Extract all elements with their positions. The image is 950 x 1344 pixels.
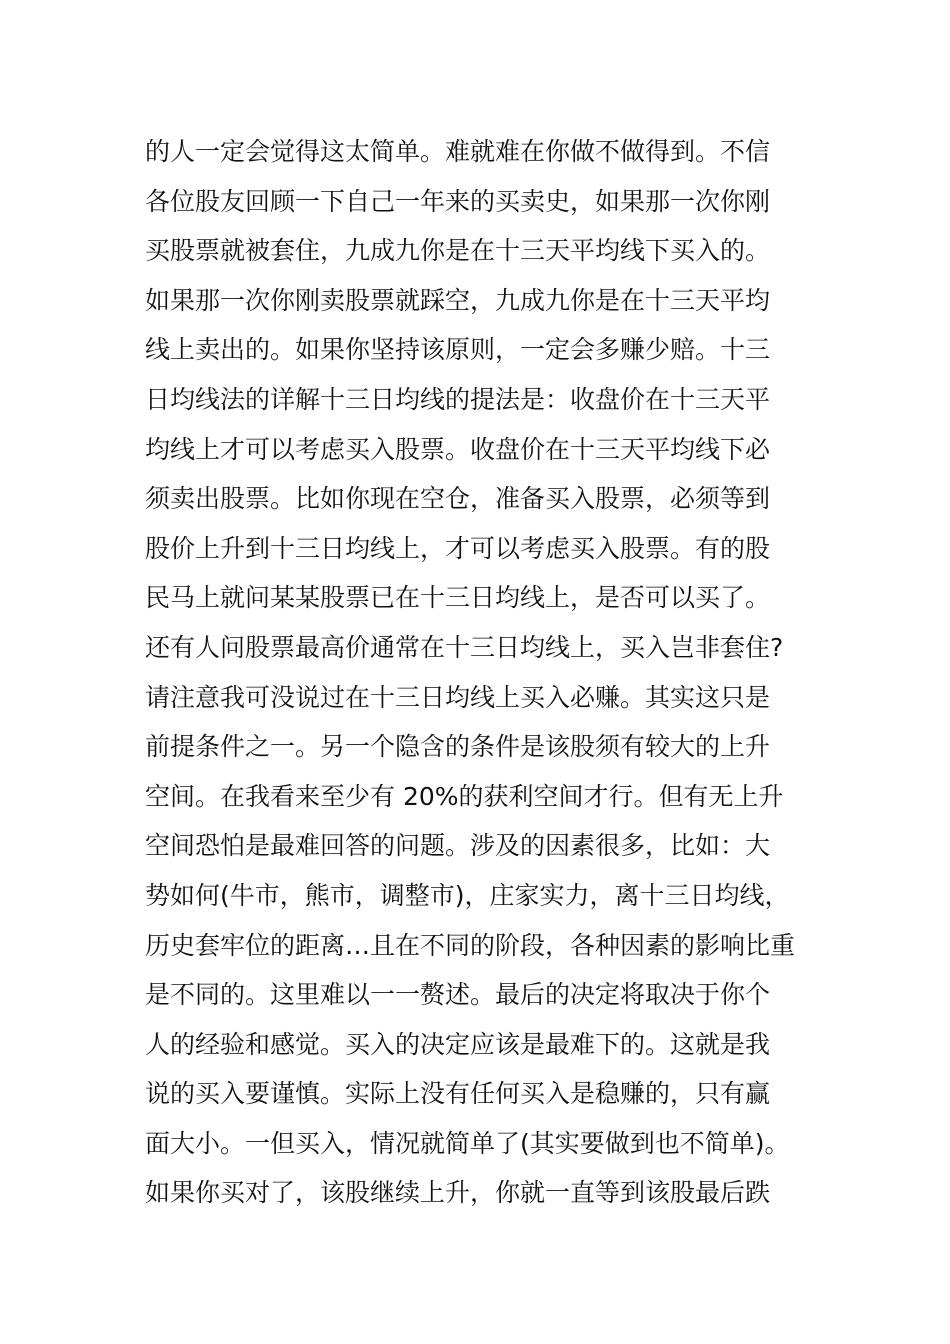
text-line: 买股票就被套住，九成九你是在十三天平均线下买入的。	[145, 236, 771, 266]
text-line: 历史套牢位的距离…且在不同的阶段，各种因素的影响比重	[145, 930, 796, 960]
text-line: 空间。在我看来至少有 20%的获利空间才行。但有无上升	[145, 781, 784, 811]
text-line: 股价上升到十三日均线上，才可以考虑买入股票。有的股	[145, 533, 771, 563]
text-line: 民马上就问某某股票已在十三日均线上，是否可以买了。	[145, 583, 771, 613]
text-line: 如果那一次你刚卖股票就踩空，九成九你是在十三天平均	[145, 285, 771, 315]
text-line: 请注意我可没说过在十三日均线上买入必赚。其实这只是	[145, 682, 771, 712]
text-line: 须卖出股票。比如你现在空仓，准备买入股票，必须等到	[145, 484, 771, 514]
body-text	[145, 127, 835, 1218]
text-line: 前提条件之一。另一个隐含的条件是该股须有较大的上升	[145, 732, 771, 762]
text-line: 是不同的。这里难以一一赘述。最后的决定将取决于你个	[145, 980, 771, 1010]
text-line: 空间恐怕是最难回答的问题。涉及的因素很多，比如：大	[145, 831, 771, 861]
text-line: 各位股友回顾一下自己一年来的买卖史，如果那一次你刚	[145, 186, 771, 216]
text-line: 说的买入要谨慎。实际上没有任何买入是稳赚的，只有赢	[145, 1079, 771, 1109]
text-line: 均线上才可以考虑买入股票。收盘价在十三天平均线下必	[145, 434, 771, 464]
text-line: 人的经验和感觉。买入的决定应该是最难下的。这就是我	[145, 1029, 771, 1059]
text-line: 还有人问股票最高价通常在十三日均线上，买入岂非套住?	[145, 632, 784, 662]
text-line: 线上卖出的。如果你坚持该原则，一定会多赚少赔。十三	[145, 335, 771, 365]
text-line: 日均线法的详解十三日均线的提法是：收盘价在十三天平	[145, 384, 771, 414]
text-line: 的人一定会觉得这太简单。难就难在你做不做得到。不信	[145, 137, 771, 166]
text-line: 如果你买对了，该股继续上升，你就一直等到该股最后跌	[145, 1178, 771, 1208]
text-line: 势如何(牛市，熊市，调整市)，庄家实力，离十三日均线，	[145, 880, 790, 910]
text-line: 面大小。一但买入，情况就简单了(其实要做到也不简单)。	[145, 1128, 790, 1158]
